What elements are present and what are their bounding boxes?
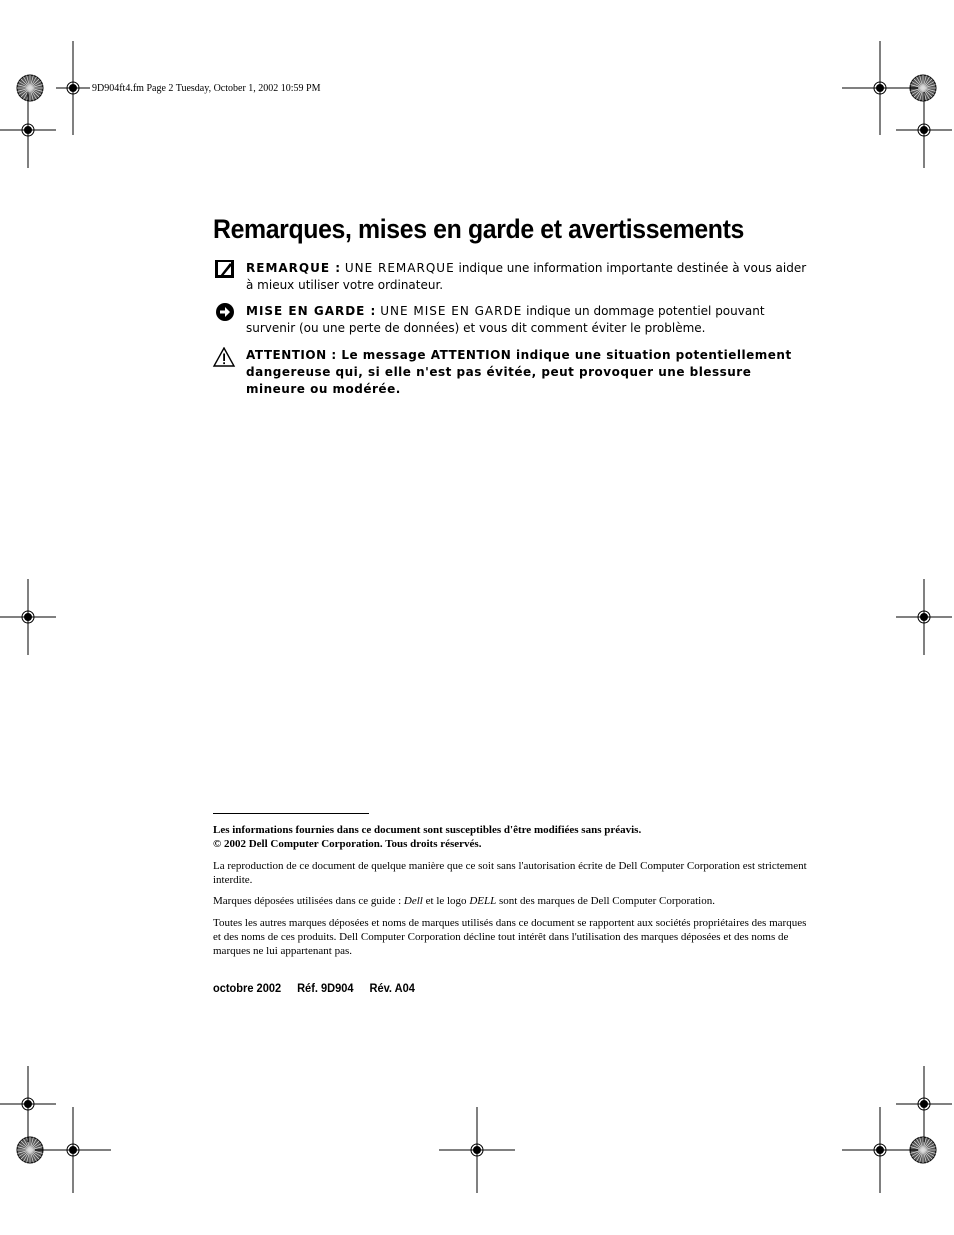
- document-reference: [213, 981, 428, 995]
- remarque-label: REMARQUE :: [246, 261, 342, 275]
- remarque-caps: UNE REMARQUE: [344, 261, 455, 275]
- attention-label: ATTENTION :: [246, 348, 337, 362]
- revision: Rév. A04: [369, 981, 415, 995]
- warning-triangle-icon: [212, 347, 236, 369]
- trademark-dell-logo: DELL: [469, 895, 497, 907]
- pencil-note-icon: [212, 260, 236, 282]
- legal-notice-change: Les informations fournies dans ce document sont susceptibles d'être modifiées sans préavis.: [213, 824, 642, 836]
- mise-en-garde-caps: UNE MISE EN GARDE: [380, 304, 523, 318]
- arrow-circle-icon: [212, 303, 236, 325]
- notice-attention: [212, 347, 812, 398]
- notice-mise-en-garde: [212, 303, 812, 337]
- remarque-text: indique une information importante destinée à vous aider à mieux utiliser votre ordinateur.: [246, 261, 807, 292]
- footnote-rule: [213, 813, 369, 814]
- notice-remarque: [212, 260, 812, 294]
- print-header: 9D904ft4.fm Page 2 Tuesday, October 1, 2002 10:59 PM: [92, 83, 321, 94]
- trademark-dell: Dell: [403, 895, 423, 907]
- legal-trademarks: Marques déposées utilisées dans ce guide : Dell et le logo DELL sont des marques de Dell Computer Corporation.: [213, 895, 715, 907]
- part-number: Réf. 9D904: [297, 981, 354, 995]
- mise-en-garde-text: indique un dommage potentiel pouvant survenir (ou une perte de données) et vous dit comment éviter le problème.: [246, 304, 765, 335]
- legal-reproduction: La reproduction de ce document de quelque manière que ce soit sans l'autorisation écrite de Dell Computer Corporation est strictement interdite.: [213, 860, 807, 886]
- legal-other-marks: Toutes les autres marques déposées et noms de marques utilisés dans ce document se rapportent aux sociétés propriétaires des marques et des noms de ces produits. Dell Computer Corporation décline tout intérêt dans l'utilisation des marques déposées et des noms de marques ne lui appartenant pas.: [213, 917, 807, 957]
- publication-date: octobre 2002: [213, 981, 282, 995]
- mise-en-garde-label: MISE EN GARDE :: [246, 304, 377, 318]
- legal-copyright: © 2002 Dell Computer Corporation. Tous droits réservés.: [213, 838, 482, 850]
- attention-text: Le message ATTENTION indique une situation potentiellement dangereuse qui, si elle n'est pas évitée, peut provoquer une blessure mineure ou modérée.: [246, 348, 792, 396]
- page-title: Remarques, mises en garde et avertissements: [213, 214, 744, 244]
